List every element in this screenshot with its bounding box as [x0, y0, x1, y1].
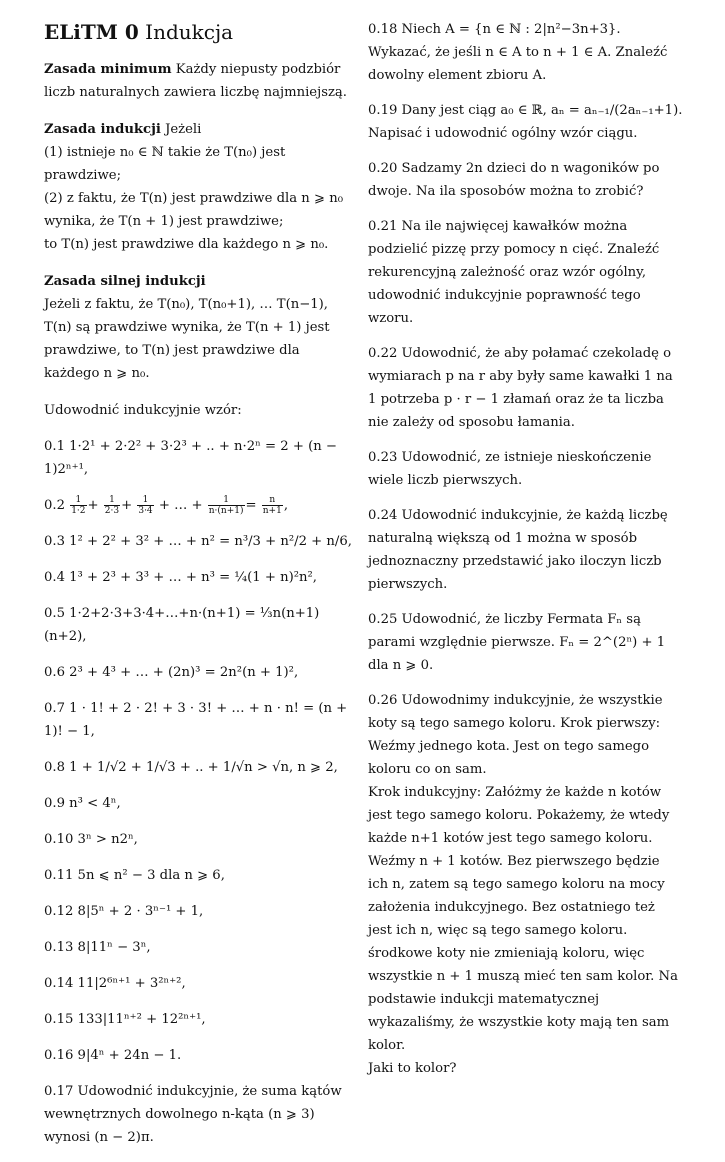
- exercise-0-19: 0.19 Dany jest ciąg a₀ ∈ ℝ, aₙ = aₙ₋₁/(2aₙ₋₁+1). Napisać i udowodnić ogólny wzór ciągu.: [368, 103, 683, 141]
- exercise-0-11: 0.11 5n ⩽ n² − 3 dla n ⩾ 6,: [44, 868, 225, 883]
- exercise-0-2: 0.2 $\frac{1}{1\cdot 2}$ + $\frac{1}{2\cdot 3}$ + $\frac{1}{3\cdot 4}$ + … + $\frac{1}{n\cdot(n+1)}$ = $\frac{n}{n+1}$ ,: [44, 495, 289, 516]
- induction-line-1: (1) istnieje n₀ ∈ ℕ takie że T(n₀) jest prawdziwe;: [44, 145, 286, 183]
- exercise-0-16: 0.16 9|4ⁿ + 24n − 1.: [44, 1048, 182, 1063]
- exercise-0-3: 0.3 1² + 2² + 3² + … + n² = n³/3 + n²/2 + n/6,: [44, 534, 352, 549]
- induction-line-3: to T(n) jest prawdziwe dla każdego n ⩾ n₀.: [44, 237, 329, 252]
- exercise-0-26-part-1: 0.26 Udowodnimy indukcyjnie, że wszystkie koty są tego samego koloru. Krok pierwszy: Weźmy jednego kota. Jest on tego samego koloru co on sam.: [368, 693, 663, 777]
- title-bold: ELiTM 0: [44, 20, 139, 44]
- fraction: $\frac{n}{n+1}$: [262, 495, 282, 516]
- page-title: [44, 18, 356, 46]
- fraction: $\frac{1}{n\cdot(n+1)}$: [208, 495, 244, 516]
- exercise-0-15: 0.15 133|11ⁿ⁺² + 12²ⁿ⁺¹,: [44, 1012, 206, 1027]
- exercise-0-26: [368, 689, 683, 1080]
- exercise-0-7: 0.7 1 · 1! + 2 · 2! + 3 · 3! + … + n · n! = (n + 1)! − 1,: [44, 701, 348, 739]
- exercise-0-2-middle: + … +: [158, 498, 203, 513]
- induction-lead: Jeżeli: [165, 122, 202, 137]
- exercise-0-4: 0.4 1³ + 2³ + 3³ + … + n³ = ¼(1 + n)²n²,: [44, 570, 317, 585]
- exercise-0-22: 0.22 Udowodnić, że aby połamać czekoladę o wymiarach p na r aby były same kawałki 1 na 1 potrzeba p · r − 1 złamań oraz że ta liczba nie zależy od sposobu łamania.: [368, 346, 673, 430]
- right-column: [368, 18, 683, 1080]
- strong-heading: Zasada silnej indukcji: [44, 274, 206, 289]
- principle-minimum: [44, 58, 356, 104]
- exercise-0-25: 0.25 Udowodnić, że liczby Fermata Fₙ są parami względnie pierwsze. Fₙ = 2^(2ⁿ) + 1 dla n ⩾ 0.: [368, 612, 666, 673]
- fraction: $\frac{1}{2\cdot 3}$: [104, 495, 120, 516]
- exercise-0-2-number: 0.2: [44, 498, 65, 513]
- exercise-0-12: 0.12 8|5ⁿ + 2 · 3ⁿ⁻¹ + 1,: [44, 904, 204, 919]
- minimum-text: Każdy niepusty podzbiór liczb naturalnych zawiera liczbę najmniejszą.: [44, 62, 347, 100]
- exercise-0-24: 0.24 Udowodnić indukcyjnie, że każdą liczbę naturalną większą od 1 można w sposób jednoznaczny przedstawić jako iloczyn liczb pierwszych.: [368, 508, 668, 592]
- exercise-0-9: 0.9 n³ < 4ⁿ,: [44, 796, 121, 811]
- exercise-0-5: 0.5 1·2+2·3+3·4+…+n·(n+1) = ⅓n(n+1)(n+2),: [44, 606, 320, 644]
- prove-intro: Udowodnić indukcyjnie wzór:: [44, 403, 242, 418]
- strong-text: Jeżeli z faktu, że T(n₀), T(n₀+1), … T(n−1), T(n) są prawdziwe wynika, że T(n + 1) jest prawdziwe, to T(n) jest prawdziwe dla każdego n ⩾ n₀.: [44, 297, 330, 381]
- exercise-0-6: 0.6 2³ + 4³ + … + (2n)³ = 2n²(n + 1)²,: [44, 665, 299, 680]
- title-rest: Indukcja: [145, 20, 234, 44]
- exercise-0-26-part-4: Jaki to kolor?: [368, 1061, 457, 1076]
- exercise-0-1: 0.1 1·2¹ + 2·2² + 3·2³ + .. + n·2ⁿ = 2 + (n − 1)2ⁿ⁺¹,: [44, 439, 337, 477]
- induction-line-2: (2) z faktu, że T(n) jest prawdziwe dla n ⩾ n₀ wynika, że T(n + 1) jest prawdziwe;: [44, 191, 343, 229]
- exercise-0-21: 0.21 Na ile najwięcej kawałków można podzielić pizzę przy pomocy n cięć. Znaleźć rekurencyjną zależność oraz wzór ogólny, udowodnić indukcyjnie poprawność tego wzoru.: [368, 219, 660, 326]
- principle-strong-induction: [44, 270, 356, 385]
- exercise-0-17: 0.17 Udowodnić indukcyjnie, że suma kątów wewnętrznych dowolnego n-kąta (n ⩾ 3) wynosi (n − 2)π.: [44, 1084, 342, 1145]
- exercise-0-13: 0.13 8|11ⁿ − 3ⁿ,: [44, 940, 151, 955]
- exercise-0-18: 0.18 Niech A = {n ∈ ℕ : 2|n²−3n+3}. Wykazać, że jeśli n ∈ A to n + 1 ∈ A. Znaleźć dowolny element zbioru A.: [368, 22, 668, 83]
- exercise-0-26-part-2: Krok indukcyjny: Załóżmy że każde n kotów jest tego samego koloru. Pokażemy, że wtedy każde n+1 kotów jest tego samego koloru.: [368, 785, 670, 846]
- principle-induction: [44, 118, 356, 256]
- fraction: $\frac{1}{1\cdot 2}$: [71, 495, 86, 516]
- minimum-heading: Zasada minimum: [44, 62, 172, 77]
- exercise-0-10: 0.10 3ⁿ > n2ⁿ,: [44, 832, 138, 847]
- exercise-0-23: 0.23 Udowodnić, ze istnieje nieskończenie wiele liczb pierwszych.: [368, 450, 652, 488]
- left-column: [44, 18, 356, 1162]
- exercise-0-20: 0.20 Sadzamy 2n dzieci do n wagoników po dwoje. Na ila sposobów można to zrobić?: [368, 161, 660, 199]
- fraction: $\frac{1}{3\cdot 4}$: [138, 495, 153, 516]
- exercise-0-8: 0.8 1 + 1/√2 + 1/√3 + .. + 1/√n > √n, n ⩾ 2,: [44, 760, 338, 775]
- exercise-0-14: 0.14 11|2⁶ⁿ⁺¹ + 3²ⁿ⁺²,: [44, 976, 186, 991]
- induction-heading: Zasada indukcji: [44, 122, 161, 137]
- exercise-0-26-part-3: Weźmy n + 1 kotów. Bez pierwszego będzie ich n, zatem są tego samego koloru na mocy założenia indukcyjnego. Bez ostatniego też jest ich n, więc są tego samego koloru. środkowe koty nie zmieniają koloru, więc wszystkie n + 1 muszą mieć ten sam kolor. Na podstawie indukcji matematycznej wykazaliśmy, że wszystkie koty mają ten sam kolor.: [368, 854, 678, 1053]
